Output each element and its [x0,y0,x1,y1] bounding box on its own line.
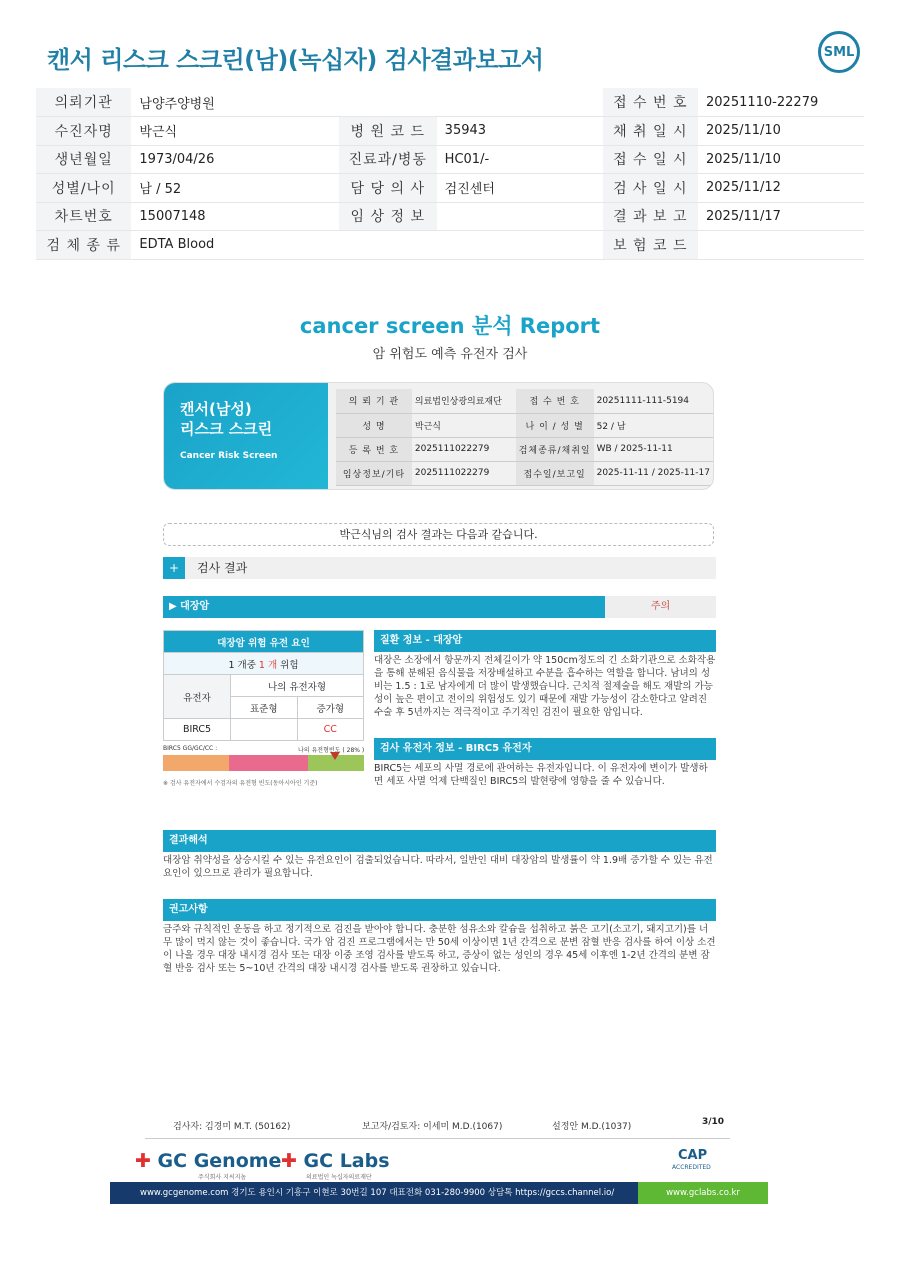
card-label: 성 명 [336,413,412,437]
risk-level-badge: 주의 [605,596,716,618]
gene-info-header: 검사 유전자 정보 - BIRC5 유전자 [374,738,716,760]
info-value: 1973/04/26 [131,145,338,174]
recommendation-header: 권고사항 [163,899,716,921]
info-value: EDTA Blood [131,231,338,260]
info-row [36,117,864,146]
risk-count-prefix: 1 개중 [228,659,259,671]
card-value: 20251111-111-5194 [594,389,713,413]
info-label: 보 험 코 드 [603,231,698,260]
info-label: 진료과/병동 [339,145,437,174]
info-value [437,202,603,231]
info-value: 남 / 52 [131,174,338,203]
section-header [163,557,716,579]
patient-info-table [36,88,864,260]
card-value: 2025-11-11 / 2025-11-17 [594,461,713,485]
card-row [336,461,713,485]
info-label: 성별/나이 [36,174,131,203]
report-info-card [163,382,714,490]
result-sentence: 박근식님의 검사 결과는 다음과 같습니다. [163,523,714,546]
info-value [437,88,603,117]
gene-standard-value [231,719,298,741]
info-row [36,145,864,174]
info-value [437,231,603,260]
card-row [336,413,713,437]
card-value: 박근식 [412,413,516,437]
card-brand-panel [164,383,328,490]
footer-divider [145,1138,730,1139]
freq-my-label: 나의 유전형빈도 ( 28% ) [298,747,365,754]
info-label [339,231,437,260]
section-title: 검사 결과 [197,561,248,575]
signature-reporter: 보고자/검토자: 이세미 M.D.(1067) [362,1122,503,1132]
gc-labs-logo: ✚ GC Labs [281,1150,390,1172]
info-value: 2025/11/17 [698,202,864,231]
card-label: 임상정보/기타 [336,461,412,485]
info-value [698,231,864,260]
my-genotype-marker-icon [330,752,340,760]
info-value: 박근식 [131,117,338,146]
info-label: 접 수 일 시 [603,145,698,174]
info-label: 차트번호 [36,202,131,231]
card-value: WB / 2025-11-11 [594,437,713,461]
card-row [336,437,713,461]
info-value: 35943 [437,117,603,146]
info-label: 병 원 코 드 [339,117,437,146]
signature-reviewer: 설정안 M.D.(1037) [552,1122,632,1132]
freq-segment-gg [163,755,229,771]
card-label: 나 이 / 성 별 [516,413,594,437]
info-label: 의뢰기관 [36,88,131,117]
gene-name: BIRC5 [164,719,231,741]
info-row [36,88,864,117]
increased-header: 증가형 [297,697,364,719]
card-title-2: 리스크 스크린 [180,420,273,438]
sml-logo: SML [818,31,860,73]
risk-count [164,653,364,675]
info-value: 2025/11/12 [698,174,864,203]
risk-count-suffix: 위험 [277,659,299,671]
risk-factor-table [163,630,364,741]
info-row [36,202,864,231]
info-value: 15007148 [131,202,338,231]
card-label: 의 뢰 기 관 [336,389,412,413]
freq-segment-gc [229,755,307,771]
freq-note: ※ 검사 유전자에서 수검자의 유전형 빈도(동아시아인 기준) [163,780,318,787]
cap-logo: CAP [678,1148,708,1163]
page-title: 캔서 리스크 스크린(남)(녹십자) 검사결과보고서 [47,46,544,74]
gc-labs-subname: 의료법인 녹십자의료재단 [306,1174,372,1181]
card-value: 52 / 남 [594,413,713,437]
info-label: 결 과 보 고 [603,202,698,231]
report-title [0,310,900,340]
card-label: 접수일/보고일 [516,461,594,485]
report-title-ko: 분석 Report [471,314,601,338]
info-label: 수진자명 [36,117,131,146]
info-label: 접 수 번 호 [603,88,698,117]
recommendation-body: 금주와 규칙적인 운동을 하고 정기적으로 검진을 받아야 합니다. 충분한 섬유소와 칼슘을 섭취하고 붉은 고기(소고기, 돼지고기)를 너무 많이 먹지 않는 것이 좋습니다. 국가 암 검진 프로그램에서는 만 50세 이상이면 1년 간격으로 분변 잠혈 반응 검사를 하여 이상 소견이 나올 경우 대장 내시경 검사 또는 대장 이중 조영 검사를 받도록 하고, 증상이 없는 성인의 경우 45세 이후엔 1-2년 간격의 분변 잠혈 반응 검사 또는 5~10년 간격의 대장 내시경 검사를 받도록 권장하고 있습니다. [163,924,716,974]
info-label: 검 사 일 시 [603,174,698,203]
cancer-type-bar: ▶ 대장암 [163,596,605,618]
info-value: HC01/- [437,145,603,174]
gc-labs-name: GC Labs [303,1150,390,1172]
interpretation-header: 결과해석 [163,830,716,852]
result-folder-icon: + [163,557,185,579]
my-genotype-header: 나의 유전자형 [231,675,364,697]
card-row [336,389,713,413]
signature-tester: 검사자: 김경미 M.T. (50162) [173,1122,291,1132]
info-label: 담 당 의 사 [339,174,437,203]
info-value: 2025/11/10 [698,117,864,146]
disease-info-header: 질환 정보 - 대장암 [374,630,716,652]
info-label: 임 상 정 보 [339,202,437,231]
info-label: 생년월일 [36,145,131,174]
risk-table-title: 대장암 위험 유전 요인 [164,631,364,653]
footer-bar [110,1182,768,1204]
info-label: 채 취 일 시 [603,117,698,146]
report-title-en: cancer screen [299,314,465,338]
gc-genome-subname: 주식회사 지씨지놈 [198,1174,247,1181]
card-label: 검체종류/채취일 [516,437,594,461]
info-label: 검 체 종 류 [36,231,131,260]
disease-info-body: 대장은 소장에서 항문까지 전체길이가 약 150cm정도의 긴 소화기관으로 소화작용을 통해 분해된 음식물을 저장배설하고 수분을 흡수하는 역할을 합니다. 남녀의 성비는 1.5 : 1로 남자에게 더 많이 발생했습니다. 근치적 절제술을 해도 재발의 가능성이 높은 편이고 전이의 위험성도 있기 때문에 재발 가능성이 감소한다고 알려진 수술 후 5년까지는 적극적이고 주기적인 검진이 필요한 암입니다. [374,655,716,718]
cap-accredited: ACCREDITED [672,1164,711,1171]
footer-site: www.gclabs.co.kr [638,1182,768,1204]
info-value: 20251110-22279 [698,88,864,117]
gc-genome-name: GC Genome [157,1150,282,1172]
card-title-1: 캔서(남성) [180,400,252,418]
page-number: 3/10 [702,1117,725,1127]
card-value: 의료법인상광의료재단 [412,389,516,413]
gene-increased-value: CC [297,719,364,741]
risk-count-number: 1 개 [258,659,278,671]
freq-bar-label: BIRC5 GG/GC/CC : [163,745,218,752]
card-value: 2025111022279 [412,461,516,485]
info-label [339,88,437,117]
interpretation-body: 대장암 취약성을 상승시킬 수 있는 유전요인이 검출되었습니다. 따라서, 일반인 대비 대장암의 발생률이 약 1.9배 증가할 수 있는 유전요인이 있으므로 관리가 필요합니다. [163,855,713,879]
footer-address: www.gcgenome.com 경기도 용인시 기흥구 이현로 30번길 107 대표전화 031-280-9900 상담톡 https://gccs.channel.io/ [140,1188,615,1198]
card-label: 접 수 번 호 [516,389,594,413]
gc-genome-logo: ✚ GC Genome [135,1150,282,1172]
info-value: 2025/11/10 [698,145,864,174]
info-value: 남양주양병원 [131,88,338,117]
report-subtitle: 암 위험도 예측 유전자 검사 [372,347,528,362]
card-subtitle: Cancer Risk Screen [180,451,278,461]
card-info-table [336,389,713,486]
card-value: 2025111022279 [412,437,516,461]
standard-header: 표준형 [231,697,298,719]
card-label: 등 록 번 호 [336,437,412,461]
gene-info-body: BIRC5는 세포의 사멸 경로에 관여하는 유전자입니다. 이 유전자에 변이가 발생하면 세포 사멸 억제 단백질인 BIRC5의 발현량에 영향을 줄 수 있습니다. [374,763,708,787]
info-value: 검진센터 [437,174,603,203]
info-row [36,231,864,260]
gene-column-header: 유전자 [164,675,231,719]
info-row [36,174,864,203]
